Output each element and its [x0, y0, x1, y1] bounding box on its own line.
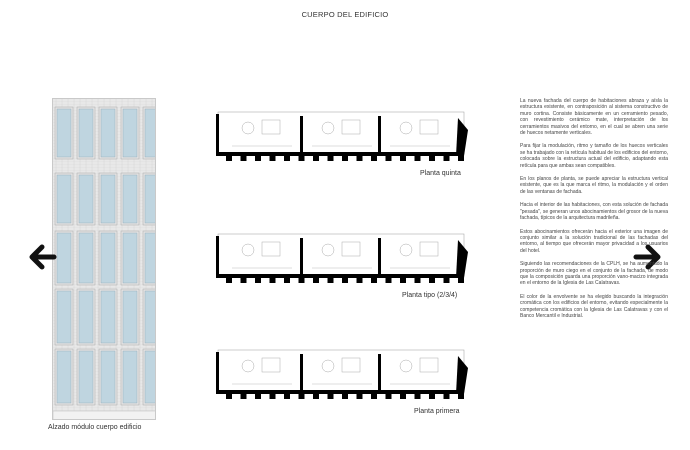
pier	[226, 394, 232, 399]
window-glass	[101, 109, 115, 157]
pier	[357, 156, 363, 161]
pier	[371, 394, 377, 399]
pier	[444, 278, 450, 283]
elevation-drawing	[52, 98, 156, 420]
window-glass	[57, 291, 71, 343]
end-wall	[216, 352, 219, 394]
partition-wall	[378, 354, 381, 394]
pier	[400, 394, 406, 399]
pier	[458, 394, 464, 399]
window-glass	[57, 109, 71, 157]
end-wall	[216, 236, 219, 278]
window-glass	[101, 291, 115, 343]
description-text	[520, 98, 668, 326]
pier	[226, 278, 232, 283]
plan-svg	[212, 232, 472, 284]
description-paragraph: Siguiendo las recomendaciones de la CPLH, se ha aumentado la proporción de muro ciego en el conjunto de la fachada, de modo que la composición guarda una proporción vano-macizo integrada en el entorno de la Iglesia de Las Calatravas.	[520, 261, 668, 287]
pier	[284, 156, 290, 161]
window-glass	[79, 351, 93, 403]
pier	[255, 156, 261, 161]
pier	[241, 394, 247, 399]
pier	[328, 156, 334, 161]
window-glass	[79, 291, 93, 343]
pier	[299, 278, 305, 283]
pier	[270, 394, 276, 399]
window-glass	[145, 175, 156, 223]
pier	[386, 278, 392, 283]
furniture	[242, 244, 254, 256]
furniture	[420, 120, 438, 134]
pier	[458, 156, 464, 161]
furniture	[322, 122, 334, 134]
window-glass	[123, 351, 137, 403]
plan-fifth-floor	[212, 110, 472, 162]
window-glass	[101, 175, 115, 223]
partition-wall	[300, 354, 303, 394]
pier	[255, 394, 261, 399]
plan-label-first: Planta primera	[414, 408, 460, 415]
pier	[241, 156, 247, 161]
pier	[444, 156, 450, 161]
window-glass	[79, 233, 93, 283]
furniture	[322, 360, 334, 372]
pier	[458, 278, 464, 283]
pier	[284, 278, 290, 283]
pier	[371, 156, 377, 161]
pier	[342, 278, 348, 283]
window-glass	[123, 175, 137, 223]
furniture	[400, 122, 412, 134]
pier	[299, 156, 305, 161]
pier	[270, 278, 276, 283]
pier	[299, 394, 305, 399]
pier	[429, 278, 435, 283]
page-title: CUERPO DEL EDIFICIO	[301, 10, 389, 19]
pier	[342, 156, 348, 161]
arrow-left-icon	[26, 241, 58, 273]
furniture	[400, 360, 412, 372]
window-glass	[57, 351, 71, 403]
furniture	[342, 242, 360, 256]
partition-wall	[378, 116, 381, 156]
window-glass	[123, 109, 137, 157]
pier	[429, 394, 435, 399]
furniture	[420, 358, 438, 372]
furniture	[420, 242, 438, 256]
pier	[270, 156, 276, 161]
edge-wall	[456, 118, 468, 156]
elevation-label: Alzado módulo cuerpo edificio	[48, 424, 142, 431]
description-paragraph: El color de la envolvente se ha elegido buscando la integración cromática con los edificios del entorno, evitando especialmente la competencia cromática con la Iglesia de Las Calatravas y con el Banco Mercantil e Industrial.	[520, 293, 668, 319]
window-glass	[145, 109, 156, 157]
window-glass	[101, 351, 115, 403]
furniture	[262, 358, 280, 372]
window-glass	[79, 109, 93, 157]
pier	[241, 278, 247, 283]
pier	[255, 278, 261, 283]
furniture	[242, 360, 254, 372]
pier	[357, 278, 363, 283]
pier	[415, 394, 421, 399]
edge-wall	[456, 240, 468, 278]
pier	[371, 278, 377, 283]
window-glass	[145, 291, 156, 343]
window-glass	[57, 175, 71, 223]
partition-wall	[378, 238, 381, 278]
end-wall	[216, 114, 219, 156]
description-paragraph: La nueva fachada del cuerpo de habitaciones abraza y aísla la estructura existente, en contraposición al sistema constructivo de muro cortina. Consiste básicamente en un cerramiento pesado, con revestimiento cerámico mate, interpretación de los cerramientos masivos del entorno, en el cual se abren una serie de huecos netamente verticales.	[520, 98, 668, 137]
pier	[444, 394, 450, 399]
window-glass	[123, 233, 137, 283]
window-glass	[145, 351, 156, 403]
pier	[313, 278, 319, 283]
description-paragraph: Estos abocinamientos ofrecerán hacia el exterior una imagen de conjunto similar a la solución tradicional de las fachadas del entorno, al tiempo que ofrecerán mayor privacidad a los usuarios del hotel.	[520, 228, 668, 254]
pier	[415, 278, 421, 283]
facade-wall	[218, 274, 464, 278]
pier	[429, 156, 435, 161]
description-paragraph: En los planos de planta, se puede apreciar la estructura vertical existente, que es la que marca el ritmo, la modulación y el orden de las ventanas de fachada.	[520, 176, 668, 195]
pier	[415, 156, 421, 161]
plan-label-fifth: Planta quinta	[420, 170, 461, 177]
furniture	[262, 242, 280, 256]
pier	[226, 156, 232, 161]
window-glass	[123, 291, 137, 343]
description-paragraph: Para fijar la modulación, ritmo y tamaño de los huecos verticales se ha trabajado con la retícula habitual de los edificios del entorno, colocada sobre la estructura actual del edificio, adaptando esta retícula para que ambas sean compatibles.	[520, 143, 668, 169]
partition-wall	[300, 116, 303, 156]
description-paragraph: Hacia el interior de las habitaciones, con esta solución de fachada "pesada", se generan unos abocinamientos del grosor de la nueva fachada, típicos de la arquitectura madrileña.	[520, 202, 668, 222]
pier	[357, 394, 363, 399]
facade-wall	[218, 152, 464, 156]
plan-label-typical: Planta tipo (2/3/4)	[402, 292, 458, 299]
window-glass	[57, 233, 71, 283]
pier	[400, 278, 406, 283]
facade-wall	[218, 390, 464, 394]
furniture	[342, 358, 360, 372]
pier	[313, 394, 319, 399]
plan-first-floor	[212, 348, 472, 400]
pier	[284, 394, 290, 399]
pier	[400, 156, 406, 161]
pier	[328, 394, 334, 399]
furniture	[342, 120, 360, 134]
prev-arrow-button[interactable]	[26, 241, 58, 273]
partition-wall	[300, 238, 303, 278]
pier	[313, 156, 319, 161]
furniture	[242, 122, 254, 134]
plan-typical-floor	[212, 232, 472, 284]
furniture	[262, 120, 280, 134]
edge-wall	[456, 356, 468, 394]
furniture	[322, 244, 334, 256]
window-glass	[145, 233, 156, 283]
pier	[386, 394, 392, 399]
plan-svg	[212, 348, 472, 400]
window-glass	[79, 175, 93, 223]
elevation-svg	[53, 99, 156, 420]
pier	[342, 394, 348, 399]
furniture	[400, 244, 412, 256]
plan-svg	[212, 110, 472, 162]
pier	[386, 156, 392, 161]
window-glass	[101, 233, 115, 283]
pier	[328, 278, 334, 283]
